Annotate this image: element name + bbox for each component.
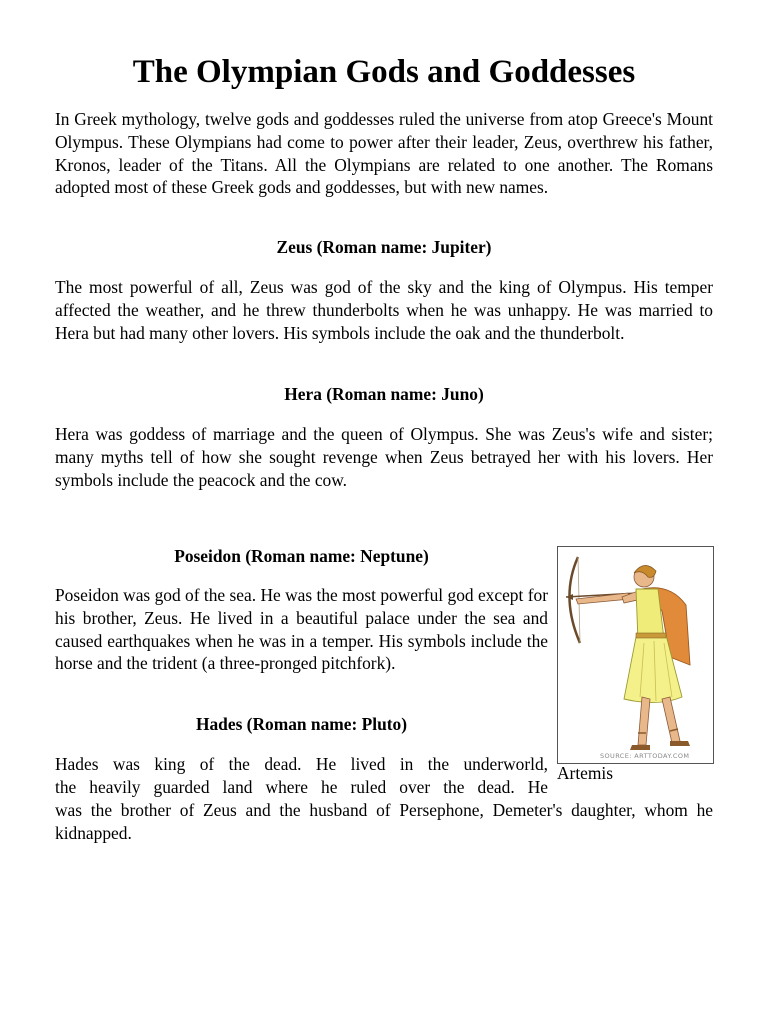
poseidon-heading: Poseidon (Roman name: Neptune)	[174, 546, 429, 566]
zeus-heading: Zeus (Roman name: Jupiter)	[276, 237, 492, 257]
hades-heading: Hades (Roman name: Pluto)	[195, 714, 408, 734]
hera-heading: Hera (Roman name: Juno)	[284, 384, 484, 404]
artemis-archer-picture	[558, 547, 713, 763]
artemis-illustration	[557, 546, 714, 764]
hades-paragraph-line-1: Hades was king of the dead. He lived in the underworld,	[55, 754, 548, 774]
hades-paragraph-line-2: the heavily guarded land where he ruled over the dead. He	[55, 777, 548, 797]
zeus-paragraph: The most powerful of all, Zeus was god of the sky and the king of Olympus. His temper affected the weather, and he threw thunderbolts when he was unhappy. He was married to Hera but had many other lovers. His symbols include the oak and the thunderbolt.	[55, 277, 713, 343]
poseidon-paragraph: Poseidon was god of the sea. He was the most powerful god except for his brother, Zeus. He lived in a beautiful palace under the sea and caused earthquakes when he was in a temper. His symbols include the horse and the trident (a three-pronged pitchfork).	[55, 585, 548, 674]
hades-paragraph-rest: was the brother of Zeus and the husband of Persephone, Demeter's daughter, whom he kidnapped.	[55, 800, 713, 843]
hera-paragraph: Hera was goddess of marriage and the queen of Olympus. She was Zeus's wife and sister; many myths tell of how she sought revenge when Zeus betrayed her with his lovers. Her symbols include the peacock and the cow.	[55, 424, 713, 490]
intro-paragraph: In Greek mythology, twelve gods and goddesses ruled the universe from atop Greece's Mount Olympus. These Olympians had come to power after their leader, Zeus, overthrew his father, Kronos, leader of the Titans. All the Olympians are related to one another. The Romans adopted most of these Greek gods and goddesses, but with new names.	[55, 109, 713, 198]
page-title: The Olympian Gods and Goddesses	[132, 54, 636, 90]
image-credit: SOURCE: ARTTODAY.COM	[600, 752, 690, 760]
figure-caption: Artemis	[557, 763, 614, 783]
